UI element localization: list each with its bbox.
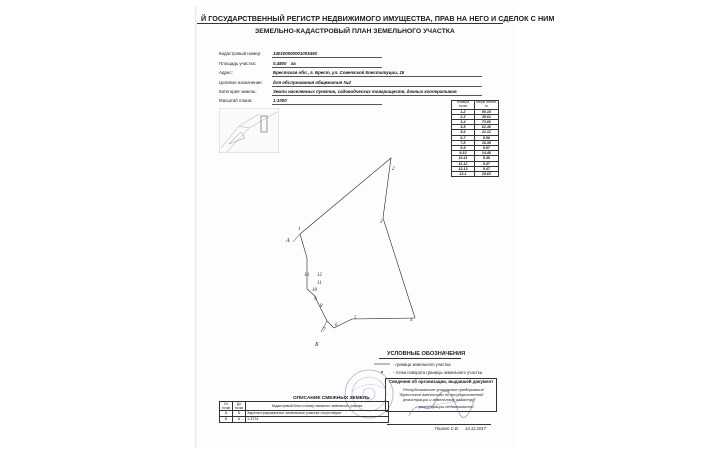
plan-title: ЗЕМЕЛЬНО-КАДАСТРОВЫЙ ПЛАН ЗЕМЕЛЬНОГО УЧАСТКА xyxy=(255,28,455,35)
organization-line: "Брестское агентство по государственной xyxy=(399,392,484,397)
cell-desc: Зарегистрированные земельные участки отсутствуют xyxy=(246,411,389,417)
field-label-address: Адрес: xyxy=(219,70,233,75)
neighbors-table xyxy=(219,401,389,423)
vertex-label: 4 xyxy=(410,318,413,323)
cell-points: 4-5 xyxy=(452,125,475,130)
cell-length: 5.97 xyxy=(474,146,498,151)
vertex-label: 2 xyxy=(392,167,395,172)
cell-to: Б xyxy=(233,411,246,417)
field-label-area: Площадь участка: xyxy=(219,61,257,66)
field-value-cadastral: 140100000001003493 xyxy=(273,51,317,56)
legend-title-underline xyxy=(379,358,461,359)
cell-points: 1-2 xyxy=(452,109,475,114)
vertex-label: 8 xyxy=(320,304,323,309)
cell-points: 12-13 xyxy=(452,166,475,171)
organization-title: Сведения об организации, выдавшей документ xyxy=(389,379,494,384)
vertex-label: 5 xyxy=(354,316,357,321)
legend-item-point: - точка поворота границы земельного участка xyxy=(393,370,483,375)
vertex-label: 1 xyxy=(298,227,301,232)
vertex-label: 6 xyxy=(335,323,338,328)
cell-points: 6-7 xyxy=(452,135,475,140)
vertex-label: 11 xyxy=(317,281,322,286)
organization-line: регистрации и земельному кадастру" xyxy=(403,397,476,402)
signature-scribble-icon xyxy=(405,386,479,424)
registry-title: Й ГОСУДАРСТВЕННЫЙ РЕГИСТР НЕДВИЖИМОГО ИМУЩЕСТВА, ПРАВ НА НЕГО И СДЕЛОК С НИМ xyxy=(201,14,555,23)
cell-points: 2-3 xyxy=(452,114,475,119)
organization-line: Республиканское унитарное предприятие xyxy=(403,387,484,392)
field-value-address: Брестская обл., г. Брест, ул. Советской Конституции, 15 xyxy=(273,70,405,75)
cell-length: 5.47 xyxy=(474,166,498,171)
document-page xyxy=(197,6,555,448)
point-label-a: А xyxy=(286,238,290,244)
cell-points: 11-12 xyxy=(452,161,475,166)
signature-name: Гошлко С.В. xyxy=(435,426,459,431)
cell-length: 38.61 xyxy=(474,114,498,119)
cell-points: 7-8 xyxy=(452,140,475,145)
cell-length: 16.38 xyxy=(474,140,498,145)
cell-length: 5.56 xyxy=(474,135,498,140)
cell-length: 90.18 xyxy=(474,109,498,114)
cell-length: 5.47 xyxy=(474,161,498,166)
field-label-category: Категория земель: xyxy=(219,89,257,94)
field-label-cadastral: Кадастровый номер: xyxy=(219,51,262,56)
cell-length: 25.63 xyxy=(474,172,498,177)
cell-points: 3-4 xyxy=(452,120,475,125)
field-unit-area: га xyxy=(291,61,296,66)
field-value-purpose: для обслуживания общежития №2 xyxy=(273,80,351,85)
cell-points: 10-11 xyxy=(452,156,475,161)
vertex-label: 9 xyxy=(314,297,317,302)
cell-from: А xyxy=(220,411,233,417)
vertex-label: 7 xyxy=(323,328,326,333)
neighbors-header-from: От точки xyxy=(220,402,233,411)
field-value-scale: 1:1000 xyxy=(273,98,287,103)
neighbors-header-desc: Кадастровый блок и номер смежного земельного участка xyxy=(246,402,389,411)
cell-points: 9-10 xyxy=(452,151,475,156)
cell-from: Б xyxy=(220,417,233,423)
document-date: 14.12.2017 xyxy=(465,426,486,431)
cell-points: 13-1 xyxy=(452,172,475,177)
vertex-label: 10 xyxy=(312,288,317,293)
cell-points: 5-6 xyxy=(452,130,475,135)
cell-length: 5.49 xyxy=(474,156,498,161)
cell-length: 12.12 xyxy=(474,130,498,135)
measurements-header-points: Номера точек xyxy=(452,101,475,110)
cell-length: 14.48 xyxy=(474,151,498,156)
boundary-tick-a xyxy=(293,234,300,242)
neighbors-header-to: До точки xyxy=(233,402,246,411)
parcel-boundary xyxy=(300,158,415,328)
cell-length: 73.66 xyxy=(474,120,498,125)
signature-underline xyxy=(387,424,491,425)
vertex-label: 13 xyxy=(304,273,309,278)
legend-title: УСЛОВНЫЕ ОБОЗНАЧЕНИЯ xyxy=(387,351,466,357)
cell-points: 8-9 xyxy=(452,146,475,151)
vertex-label: 3 xyxy=(380,220,383,225)
organization-line: регистрации недвижимости xyxy=(419,404,474,409)
field-value-area: 0,4800 xyxy=(273,61,287,66)
vertex-label: 12 xyxy=(317,273,322,278)
field-label-purpose: Целевое назначение: xyxy=(219,80,263,85)
field-value-category: Земли населенных пунктов, садоводческих товариществ, дачных кооперативов xyxy=(273,89,457,94)
point-label-b: Б xyxy=(315,342,319,348)
cell-length: 61.46 xyxy=(474,125,498,130)
cell-desc: 1.3731 xyxy=(246,417,389,423)
measurements-header-lengths: Меры линий, м xyxy=(476,100,497,108)
field-label-scale: Масштаб плана: xyxy=(219,98,253,103)
table-row xyxy=(220,417,389,423)
neighbors-title: ОПИСАНИЕ СМЕЖНЫХ ЗЕМЕЛЬ xyxy=(293,396,370,401)
legend-item-boundary: - граница земельного участка xyxy=(393,362,451,367)
cell-to: А xyxy=(233,417,246,423)
